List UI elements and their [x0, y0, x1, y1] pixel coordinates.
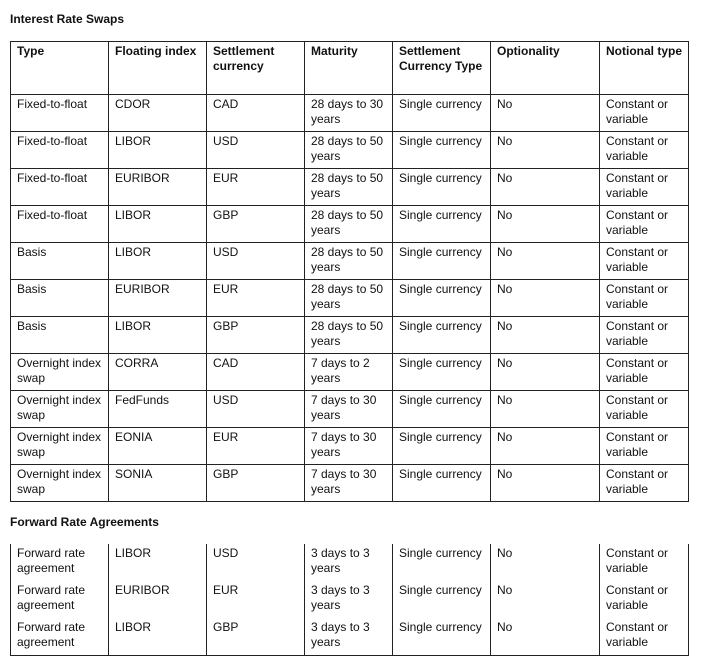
table-cell: GBP [207, 465, 305, 502]
table-cell: Single currency [393, 132, 491, 169]
table-cell: No [491, 169, 600, 206]
table-cell: LIBOR [109, 243, 207, 280]
table-cell: EURIBOR [109, 169, 207, 206]
table-cell: No [491, 391, 600, 428]
table-cell: Constant or variable [600, 317, 689, 354]
table-cell: Constant or variable [600, 243, 689, 280]
table-row [11, 354, 689, 391]
table-cell: Fixed-to-float [11, 95, 109, 132]
table-cell: Constant or variable [600, 544, 689, 581]
table-cell: No [491, 95, 600, 132]
table-cell: Constant or variable [600, 169, 689, 206]
table-cell: 7 days to 30 years [305, 428, 393, 465]
table-cell: EUR [207, 169, 305, 206]
table-cell: EURIBOR [109, 581, 207, 618]
column-header-optionality: Optionality [491, 42, 600, 95]
table-cell: Basis [11, 317, 109, 354]
table-cell: Basis [11, 243, 109, 280]
table-cell: EUR [207, 280, 305, 317]
table-cell: Single currency [393, 391, 491, 428]
table-cell: Single currency [393, 618, 491, 655]
table-cell: FedFunds [109, 391, 207, 428]
table-cell: Forward rate agreement [11, 544, 109, 581]
table-row [11, 618, 689, 655]
table-cell: LIBOR [109, 618, 207, 655]
table-cell: Single currency [393, 169, 491, 206]
table-cell: No [491, 317, 600, 354]
table-cell: 28 days to 50 years [305, 169, 393, 206]
table-cell: Overnight index swap [11, 428, 109, 465]
table-cell: No [491, 465, 600, 502]
table-cell: LIBOR [109, 544, 207, 581]
table-row [11, 428, 689, 465]
column-header-type: Type [11, 42, 109, 95]
table-cell: Overnight index swap [11, 391, 109, 428]
table-cell: EONIA [109, 428, 207, 465]
interest-rate-swaps-table [10, 41, 689, 502]
table-cell: Single currency [393, 280, 491, 317]
column-header-maturity: Maturity [305, 42, 393, 95]
table-cell: 3 days to 3 years [305, 544, 393, 581]
table-row [11, 95, 689, 132]
table-cell: USD [207, 391, 305, 428]
table-cell: EURIBOR [109, 280, 207, 317]
table-cell: No [491, 544, 600, 581]
table-cell: No [491, 428, 600, 465]
table-cell: 28 days to 50 years [305, 132, 393, 169]
table-row [11, 132, 689, 169]
table-cell: Constant or variable [600, 465, 689, 502]
table-cell: Constant or variable [600, 618, 689, 655]
table-cell: Overnight index swap [11, 354, 109, 391]
forward-rate-agreements-table [10, 544, 689, 656]
table-cell: Forward rate agreement [11, 581, 109, 618]
table-cell: 7 days to 30 years [305, 465, 393, 502]
column-header-settlement-currency: Settlement currency [207, 42, 305, 95]
table-cell: GBP [207, 206, 305, 243]
table-row [11, 391, 689, 428]
table-cell: Single currency [393, 206, 491, 243]
table-cell: Constant or variable [600, 581, 689, 618]
column-header-settlement-currency-type: Settlement Currency Type [393, 42, 491, 95]
table-cell: USD [207, 132, 305, 169]
table-row [11, 280, 689, 317]
table-cell: 28 days to 30 years [305, 95, 393, 132]
table-cell: EUR [207, 581, 305, 618]
table-cell: Constant or variable [600, 132, 689, 169]
table-cell: LIBOR [109, 317, 207, 354]
column-header-notional-type: Notional type [600, 42, 689, 95]
table-cell: 3 days to 3 years [305, 618, 393, 655]
table-cell: USD [207, 243, 305, 280]
table-cell: Forward rate agreement [11, 618, 109, 655]
table-cell: Single currency [393, 581, 491, 618]
table-cell: Constant or variable [600, 206, 689, 243]
table-cell: 28 days to 50 years [305, 206, 393, 243]
table-cell: 7 days to 30 years [305, 391, 393, 428]
table-cell: GBP [207, 618, 305, 655]
table-row [11, 206, 689, 243]
table-cell: 28 days to 50 years [305, 243, 393, 280]
table-cell: Single currency [393, 317, 491, 354]
table-row [11, 581, 689, 618]
table-cell: Single currency [393, 544, 491, 581]
table-cell: Fixed-to-float [11, 132, 109, 169]
table-cell: No [491, 132, 600, 169]
table-cell: Constant or variable [600, 391, 689, 428]
table-cell: Constant or variable [600, 354, 689, 391]
table-row [11, 317, 689, 354]
table-cell: Single currency [393, 354, 491, 391]
table-cell: LIBOR [109, 206, 207, 243]
table-cell: Basis [11, 280, 109, 317]
table-cell: CORRA [109, 354, 207, 391]
section-title-forward-rate-agreements: Forward Rate Agreements [10, 515, 159, 529]
table-row [11, 243, 689, 280]
table-cell: No [491, 354, 600, 391]
table-row [11, 169, 689, 206]
table-cell: Constant or variable [600, 95, 689, 132]
table-cell: No [491, 581, 600, 618]
table-cell: Fixed-to-float [11, 169, 109, 206]
table-cell: Single currency [393, 465, 491, 502]
table-row [11, 465, 689, 502]
table-cell: No [491, 280, 600, 317]
table-cell: CDOR [109, 95, 207, 132]
table-cell: 28 days to 50 years [305, 317, 393, 354]
table-cell: Single currency [393, 95, 491, 132]
table-cell: 7 days to 2 years [305, 354, 393, 391]
table-cell: CAD [207, 95, 305, 132]
table-cell: Constant or variable [600, 280, 689, 317]
table-cell: SONIA [109, 465, 207, 502]
table-cell: 28 days to 50 years [305, 280, 393, 317]
table-cell: No [491, 618, 600, 655]
table-cell: USD [207, 544, 305, 581]
table-cell: No [491, 206, 600, 243]
table-cell: Fixed-to-float [11, 206, 109, 243]
table-cell: Constant or variable [600, 428, 689, 465]
table-cell: GBP [207, 317, 305, 354]
table-cell: EUR [207, 428, 305, 465]
table-cell: CAD [207, 354, 305, 391]
table-cell: 3 days to 3 years [305, 581, 393, 618]
table-cell: LIBOR [109, 132, 207, 169]
table-cell: Single currency [393, 243, 491, 280]
table-cell: No [491, 243, 600, 280]
table-header-row [11, 42, 689, 95]
table-cell: Overnight index swap [11, 465, 109, 502]
section-title-interest-rate-swaps: Interest Rate Swaps [10, 12, 125, 26]
table-row [11, 544, 689, 581]
column-header-floating-index: Floating index [109, 42, 207, 95]
table-cell: Single currency [393, 428, 491, 465]
